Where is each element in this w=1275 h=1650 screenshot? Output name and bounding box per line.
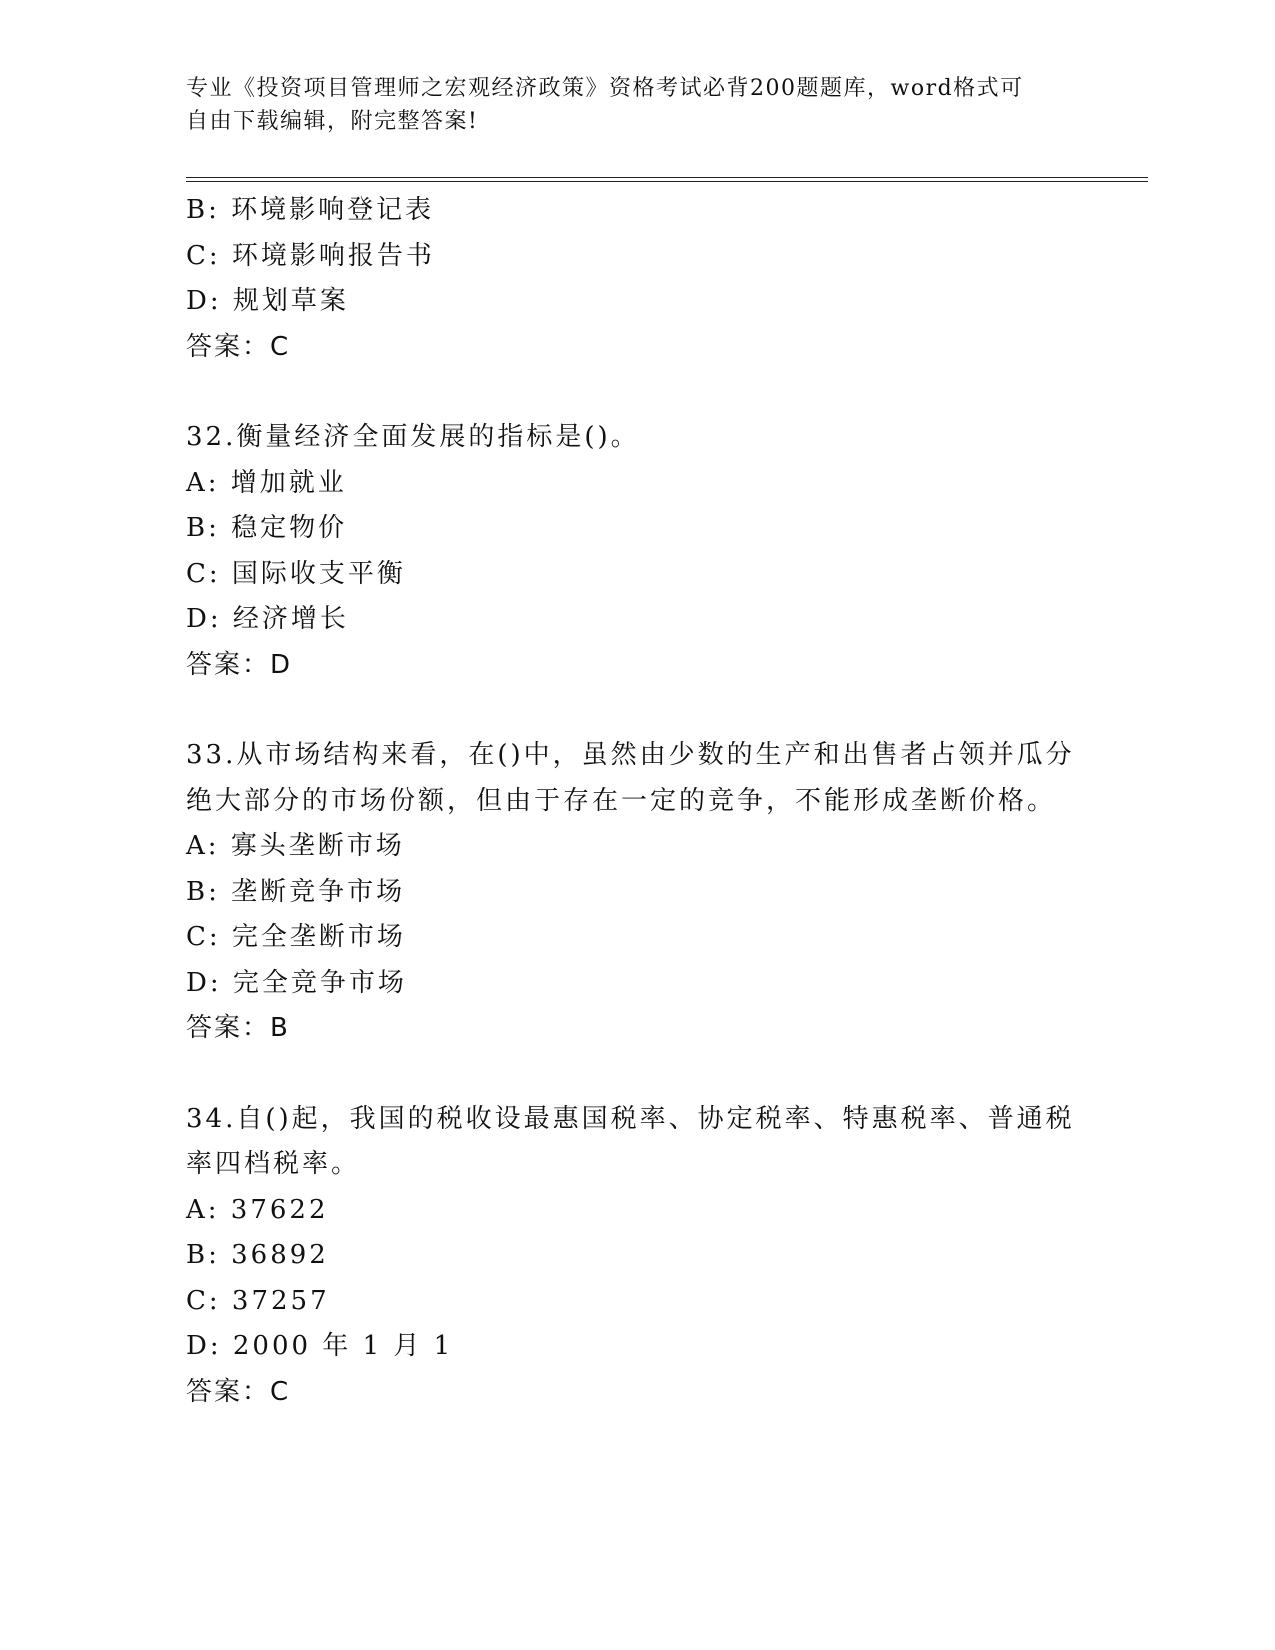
option-c: C: 环境影响报告书 [186,240,435,271]
question-stem-line-1: 34.自()起，我国的税收设最惠国税率、协定税率、特惠税率、普通税 [186,1103,1075,1134]
option-b: B: 36892 [186,1240,329,1270]
option-a: A: 增加就业 [186,467,347,498]
option-b: B: 垄断竞争市场 [186,876,406,907]
question-content [186,188,1086,1415]
header-divider-top [186,177,1148,178]
option-a: A: 37622 [186,1194,329,1225]
question-stem-line-2: 绝大部分的市场份额，但由于存在一定的竞争，不能形成垄断价格。 [186,785,1057,816]
header-divider-bottom [186,181,1148,182]
answer-line: 答案：C [186,331,291,362]
option-d: D: 2000 年 1 月 1 [186,1331,454,1361]
spacer [186,370,1086,415]
answer-line: 答案：C [186,1376,291,1407]
header-line-2: 自由下载编辑，附完整答案! [186,109,479,134]
question-32 [186,415,1086,688]
question-34 [186,1097,1086,1416]
question-stem-line-2: 率四档税率。 [186,1149,361,1179]
question-33 [186,733,1086,1052]
spacer [186,1052,1086,1097]
option-b: B: 环境影响登记表 [186,195,435,225]
option-d: D: 经济增长 [186,604,349,634]
option-d: D: 规划草案 [186,286,349,316]
option-c: C: 37257 [186,1285,330,1316]
document-header [186,72,1086,138]
option-c: C: 完全垄断市场 [186,922,406,952]
answer-line: 答案：D [186,649,293,680]
option-c: C: 国际收支平衡 [186,558,406,589]
question-stem-line-1: 33.从市场结构来看，在()中，虽然由少数的生产和出售者占领并瓜分 [186,740,1075,770]
answer-line: 答案：B [186,1013,290,1043]
option-d: D: 完全竞争市场 [186,967,407,998]
question-stem: 32.衡量经济全面发展的指标是()。 [186,422,640,452]
option-a: A: 寡头垄断市场 [186,831,405,861]
question-fragment [186,188,1086,370]
spacer [186,688,1086,733]
header-line-1: 专业《投资项目管理师之宏观经济政策》资格考试必背200题题库，word格式可 [186,76,1024,101]
option-b: B: 稳定物价 [186,513,348,543]
